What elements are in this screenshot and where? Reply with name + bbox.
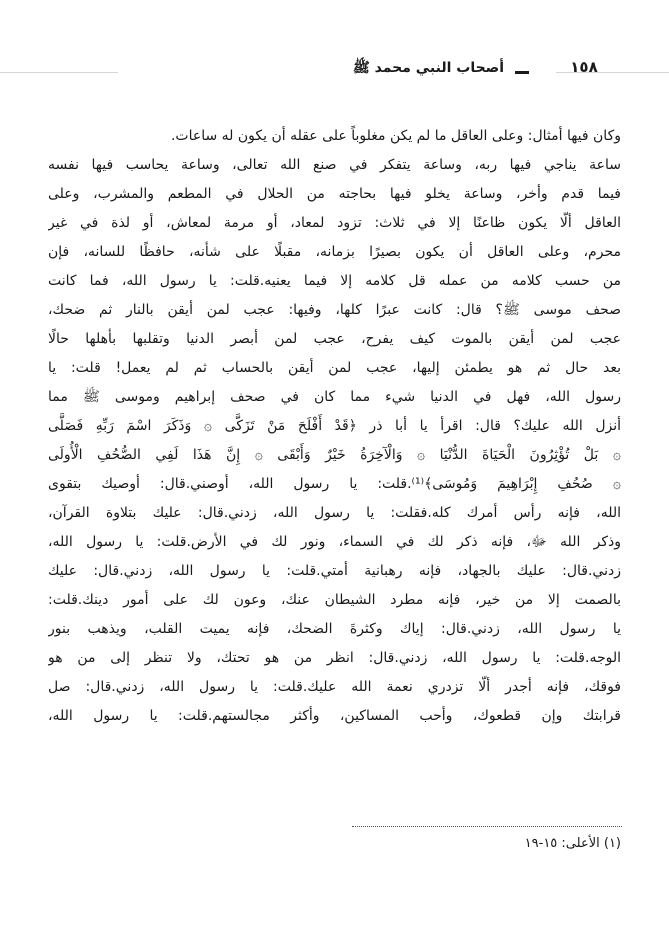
text-line: عجب لمن أيقن بالموت كيف يفرح، عجب لمن أبصر الدنيا وتقلبها بأهلها حالًا (48, 331, 621, 347)
text-line: الله، فإنه رأس أمرك كله.فقلت: يا رسول الله، زدني.قال: عليك بتلاوة القرآن، (48, 505, 621, 521)
body-text (48, 122, 621, 731)
footnote: (١) الأعلى: ١٥-١٩ (524, 836, 621, 851)
text-line: من حسب كلامه من عمله قل كلامه إلا فيما يعنيه.قلت: يا رسول الله، فما كانت (48, 273, 621, 289)
page-header (0, 56, 669, 86)
text-line: يا رسول الله، زدني.قال: إياك وكثرةَ الضحك، فإنه يميت القلب، ويذهب بنور (48, 621, 621, 637)
text-line: فوقك، فإنه أجدر ألّا تزدري نعمة الله عليك.قلت: يا رسول الله، زدني.قال: صل (48, 679, 621, 695)
text-line: زدني.قال: عليك بالجهاد، فإنه رهبانية أمتي.قلت: يا رسول الله، زدني.قال: عليك (48, 563, 621, 579)
text-line: قرابتك وإن قطعوك، وأحب المساكين، وأكثر مجالستهم.قلت: يا رسول الله، (48, 708, 621, 724)
header-rule-left (0, 72, 118, 73)
footnote-separator (352, 826, 622, 827)
text-line: بعد حال ثم هو يطمئن إليها، عجب لمن أيقن بالحساب ثم لم يعمل! قلت: يا (48, 360, 621, 376)
text-line: وكان فيها أمثال: وعلى العاقل ما لم يكن مغلوباً على عقله أن يكون له ساعات. (170, 128, 621, 144)
text-line: بالصمت إلا من خير، فإنه مطرد الشيطان عنك، وعون لك على أمور دينك.قلت: (48, 592, 621, 608)
text-line: محرم، وعلى العاقل أن يكون بصيرًا بزمانه، مقبلًا على شأنه، حافظًا للسانه، فإن (48, 244, 621, 260)
text-line: صحف موسى ﷺ؟ قال: كانت عبرًا كلها، وفيها: عجب لمن أيقن بالنار ثم ضحك، (48, 302, 621, 318)
quran-line: ۞ صُحُفِ إِبْرَاهِيمَ وَمُوسَى﴾⁽¹⁾.قلت: يا رسول الله، أوصني.قال: أوصيك بتقوى (48, 476, 621, 492)
text-line: الوجه.قلت: يا رسول الله، زدني.قال: انظر من هو تحتك، ولا تنظر إلى من هو (48, 650, 621, 666)
running-title: أصحاب النبي محمد ﷺ (352, 60, 504, 76)
text-line: فيما قدم وأخر، وساعة يخلو فيها بحاجته من الحلال في المطعم والمشرب، وعلى (48, 186, 621, 202)
page-number: ١٥٨ (570, 58, 598, 76)
text-line: العاقل ألّا يكون ظاعنًا إلا في ثلاث: تزود لمعاد، أو مرمة لمعاش، أو لذة في غير (48, 215, 621, 231)
quran-line: أنزل الله عليك؟ قال: اقرأ يا أبا ذر ﴿قَدْ أَفْلَحَ مَنْ تَزَكَّى ۞ وَذَكَرَ اسْمَ رَبِّهِ فَصَلَّى (48, 418, 621, 434)
text-line: رسول الله، فهل في الدنيا شيء مما كان في صحف إبراهيم وموسى ﷺ مما (48, 389, 621, 405)
quran-line: ۞ بَلْ تُؤْثِرُونَ الْحَيَاةَ الدُّنْيَا ۞ وَالْآخِرَةُ خَيْرٌ وَأَبْقَى ۞ إِنَّ هَذَا لَفِي الصُّحُفِ الْأُولَى (48, 447, 621, 463)
text-line: وذكر الله ﷻ، فإنه ذكر لك في السماء، ونور لك في الأرض.قلت: يا رسول الله، (48, 534, 621, 550)
header-dash (515, 71, 529, 74)
text-line: ساعة يناجي فيها ربه، وساعة يتفكر في صنع الله تعالى، وساعة يحاسب فيها نفسه (48, 157, 621, 173)
